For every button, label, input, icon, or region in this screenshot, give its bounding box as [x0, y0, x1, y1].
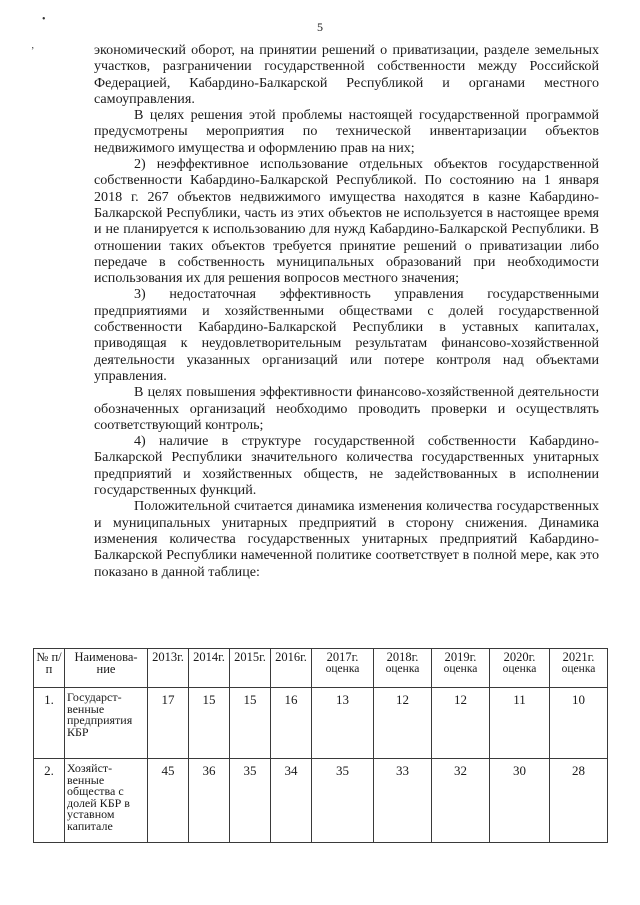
table-header-row: [34, 649, 608, 688]
cell-value: 13: [312, 688, 374, 759]
paragraph-item-4: 4) наличие в структуре государственной собственности Кабардино-Балкарской Республики значительного количества государственных унитарных предприятий и хозяйственных обществ, не задействованных в исполнении государственных функций.: [94, 433, 599, 499]
cell-value: 16: [271, 688, 312, 759]
row-number: 2.: [34, 759, 65, 843]
row-number: 1.: [34, 688, 65, 759]
header-year: 2018г. оценка: [374, 649, 432, 688]
cell-value: 11: [490, 688, 550, 759]
page-number: 5: [317, 20, 323, 34]
paragraph-program-measures: В целях решения этой проблемы настоящей государственной программой предусмотрены мероприятия по технической инвентаризации объектов недвижимого имущества и оформлению прав на них;: [94, 107, 599, 156]
cell-value: 28: [550, 759, 608, 843]
margin-tick-mark: ’: [31, 46, 35, 57]
paragraph-dynamics: Положительной считается динамика изменения количества государственных и муниципальных унитарных предприятий в сторону снижения. Динамика изменения количества государственных унитарных предприятий Кабардино-Балкарской Республики намеченной политике соответствует в полной мере, как это показано в данной таблице:: [94, 498, 599, 580]
cell-value: 32: [432, 759, 490, 843]
body-text: [94, 42, 599, 580]
row-name: Хозяйст-венные общества с долей КБР в уставном капитале: [65, 759, 148, 843]
cell-value: 12: [374, 688, 432, 759]
header-number: № п/п: [34, 649, 65, 688]
header-year: 2017г. оценка: [312, 649, 374, 688]
cell-value: 33: [374, 759, 432, 843]
cell-value: 35: [230, 759, 271, 843]
header-year: 2014г.: [189, 649, 230, 688]
cell-value: 15: [189, 688, 230, 759]
cell-value: 30: [490, 759, 550, 843]
cell-value: 35: [312, 759, 374, 843]
header-year: 2021г. оценка: [550, 649, 608, 688]
paragraph-item-3: 3) недостаточная эффективность управления государственными предприятиями и хозяйственными обществами с долей государственной собственности Кабардино-Балкарской Республики в уставных капиталах, приводящая к неудовлетворительным результатам финансово-хозяйственной деятельности указанных организаций или потере контроля над объектами управления.: [94, 286, 599, 384]
cell-value: 10: [550, 688, 608, 759]
paragraph-continuation: экономический оборот, на принятии решений о приватизации, разделе земельных участков, разграничении государственной собственности между Российской Федерацией, Кабардино-Балкарской Республикой и органами местного самоуправления.: [94, 42, 599, 107]
table-row: [34, 688, 608, 759]
header-year: 2016г.: [271, 649, 312, 688]
paragraph-item-2: 2) неэффективное использование отдельных объектов государственной собственности Кабардино-Балкарской Республикой. По состоянию на 1 января 2018 г. 267 объектов недвижимого имущества находятся в казне Кабардино-Балкарской Республики, часть из этих объектов не используется в настоящее время и не планируется к использованию для нужд Кабардино-Балкарской Республики. В отношении таких объектов требуется принятие решений о приватизации либо передаче в собственность муниципальных образований при необходимости использования их для решения вопросов местного значения;: [94, 156, 599, 287]
header-year: 2020г. оценка: [490, 649, 550, 688]
header-name: Наименова-ние: [65, 649, 148, 688]
cell-value: 36: [189, 759, 230, 843]
header-year: 2015г.: [230, 649, 271, 688]
row-name: Государст-венные предприятия КБР: [65, 688, 148, 759]
margin-bullet-mark: •: [42, 14, 46, 25]
paragraph-efficiency: В целях повышения эффективности финансово-хозяйственной деятельности обозначенных организаций необходимо проводить проверки и осуществлять соответствующий контроль;: [94, 384, 599, 433]
cell-value: 34: [271, 759, 312, 843]
table-row: [34, 759, 608, 843]
enterprises-table: [33, 648, 608, 843]
header-year: 2013г.: [148, 649, 189, 688]
cell-value: 15: [230, 688, 271, 759]
cell-value: 12: [432, 688, 490, 759]
cell-value: 45: [148, 759, 189, 843]
cell-value: 17: [148, 688, 189, 759]
header-year: 2019г. оценка: [432, 649, 490, 688]
